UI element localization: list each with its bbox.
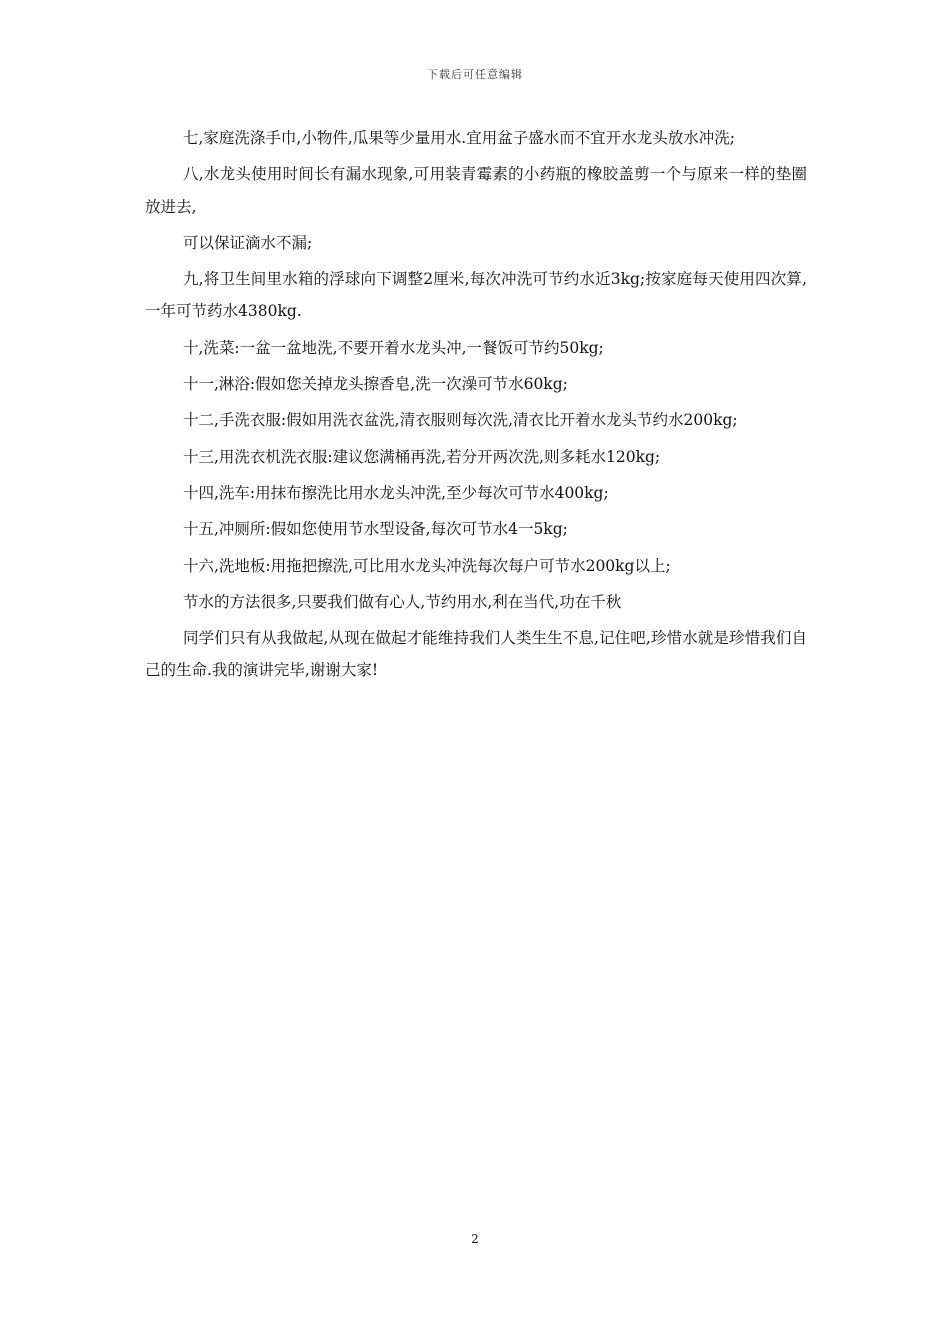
paragraph-9: 九,将卫生间里水箱的浮球向下调整2厘米,每次冲洗可节约水近3kg;按家庭每天使用四次算,一年可节药水4380kg. [145, 270, 807, 321]
paragraph-closing: 同学们只有从我做起,从现在做起才能维持我们人类生生不息,记住吧,珍惜水就是珍惜我们自己的生命.我的演讲完毕,谢谢大家! [145, 629, 807, 680]
paragraph-8: 八,水龙头使用时间长有漏水现象,可用装青霉素的小药瓶的橡胶盖剪一个与原来一样的垫圈放进去, [145, 165, 807, 216]
page-number: 2 [471, 1232, 479, 1246]
paragraph-12: 十二,手洗衣服:假如用洗衣盆洗,清衣服则每次洗,清衣比开着水龙头节约水200kg; [183, 411, 738, 430]
document-body [145, 122, 807, 691]
paragraph-10: 十,洗菜:一盆一盆地洗,不要开着水龙头冲,一餐饭可节约50kg; [183, 338, 604, 357]
paragraph-summary: 节水的方法很多,只要我们做有心人,节约用水,利在当代,功在千秋 [183, 592, 622, 611]
paragraph-16: 十六,洗地板:用拖把擦洗,可比用水龙头冲洗每次每户可节水200kg以上; [183, 556, 671, 575]
paragraph-8-continued: 可以保证滴水不漏; [183, 233, 313, 252]
page-header: 下载后可任意编辑 [427, 68, 523, 81]
paragraph-7: 七,家庭洗涤手巾,小物件,瓜果等少量用水.宜用盆子盛水而不宜开水龙头放水冲洗; [183, 129, 735, 147]
paragraph-15: 十五,冲厕所:假如您使用节水型设备,每次可节水4一5kg; [183, 520, 568, 539]
paragraph-14: 十四,洗车:用抹布擦洗比用水龙头冲洗,至少每次可节水400kg; [183, 483, 609, 502]
paragraph-13: 十三,用洗衣机洗衣服:建议您满桶再洗,若分开两次洗,则多耗水120kg; [183, 447, 661, 466]
paragraph-11: 十一,淋浴:假如您关掉龙头擦香皂,洗一次澡可节水60kg; [183, 375, 568, 394]
